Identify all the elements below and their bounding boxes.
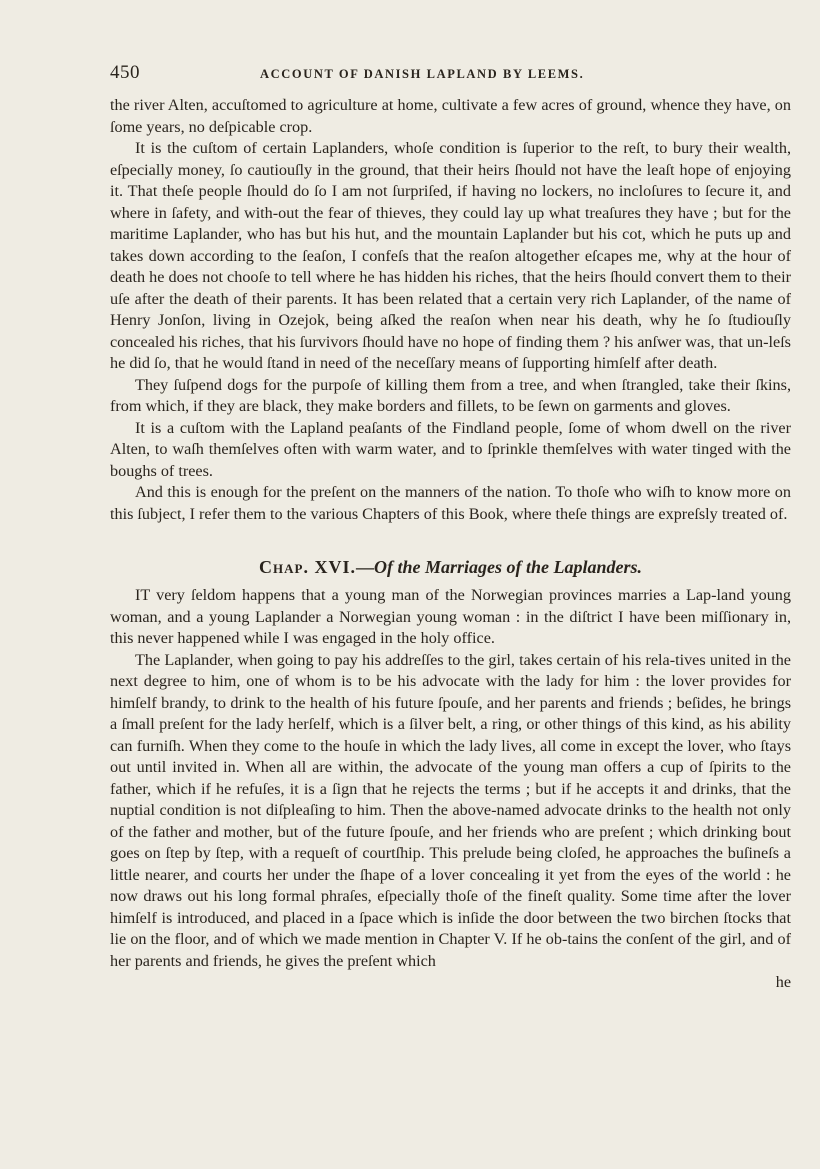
paragraph: They ſuſpend dogs for the purpoſe of killing them from a tree, and when ſtrangled, take their ſkins, from which, if they are black, they make borders and fillets, to be ſewn on garments and gloves.: [110, 375, 791, 415]
paragraph: And this is enough for the preſent on the manners of the nation. To thoſe who wiſh to know more on this ſubject, I refer them to the various Chapters of this Book, where theſe things are expreſsly treated of.: [110, 483, 791, 523]
paragraph: The Laplander, when going to pay his addreſſes to the girl, takes certain of his rela-tives united in the next degree to him, one of whom is to be his advocate with the lady for him : the lover provides for himſelf brandy, to drink to the health of his future ſpouſe, and her parents and friends ; beſides, he brings a ſmall preſent for the lady herſelf, which is a ſilver belt, a ring, or other things of this kind, as his ability can furniſh. When they come to the houſe in which the lady lives, all come in except the lover, who ſtays out until invited in. When all are within, the advocate of the young man offers a cup of ſpirits to the father, which if he refuſes, it is a ſign that he rejects the terms ; but if he accepts it and drinks, that the nuptial condition is not diſpleaſing to him. Then the above-named advocate drinks to the health not only of the father and mother, but of the future ſpouſe, and her friends who are preſent ; which drinking bout goes on ſtep by ſtep, with a requeſt of courtſhip. This prelude being cloſed, he approaches the buſineſs a little nearer, and courts her under the ſhape of a lover concealing it yet from the eyes of the world : he now draws out his long formal phraſes, eſpecially thoſe of the fineſt quality. Some time after the lover himſelf is introduced, and placed in a ſpace which is inſide the door between the two birchen ſtocks that lie on the floor, and of which we made mention in Chapter V. If he ob-tains the conſent of the girl, and of her parents and friends, he gives the preſent which: [110, 650, 791, 970]
chapter-number: Chap. XVI.: [259, 557, 356, 577]
catchword: he: [775, 973, 791, 991]
body-text: [110, 95, 791, 993]
paragraph: It is a cuſtom with the Lapland peaſants of the Findland people, ſome of whom dwell on the river Alten, to waſh themſelves often with warm water, and to ſprinkle themſelves with water tinged with the boughs of trees.: [110, 418, 791, 480]
running-title: ACCOUNT OF DANISH LAPLAND BY LEEMS.: [260, 67, 585, 81]
page-number: 450: [110, 62, 140, 83]
chapter-heading: [110, 555, 791, 579]
chapter-dash: —: [355, 557, 374, 577]
running-header: [110, 62, 705, 84]
paragraph: It is the cuſtom of certain Laplanders, whoſe condition is ſuperior to the reſt, to bury their wealth, eſpecially money, ſo cautiouſly in the ground, that their heirs ſhould not have the leaſt hope of enjoying it. That theſe people ſhould do ſo I am not ſurpriſed, if having no lockers, no incloſures to ſecure it, and where in ſafety, and with-out the fear of thieves, they could lay up what treaſures they have ; but for the maritime Laplander, who has but his hut, and the mountain Laplander but his cot, which he puts up and takes down according to the ſeaſon, I confeſs that the reaſon altogether eſcapes me, why at the hour of death he does not chooſe to tell where he has hidden his riches, that the heirs ſhould convert them to their uſe after the death of their parents. It has been related that a certain very rich Laplander, of the name of Henry Jonſon, living in Ozejok, being aſked the reaſon when near his death, why he ſo ſtudiouſly concealed his riches, that his ſurvivors ſhould have no hope of finding them ? his anſwer was, that un-leſs he did ſo, that he would ſtand in need of the neceſſary means of ſupporting himſelf after death.: [110, 139, 791, 372]
paragraph: IT very ſeldom happens that a young man of the Norwegian provinces marries a Lap-land young woman, and a young Laplander a Norwegian young woman : in the diſtrict I have been miſſionary in, this never happened while I was engaged in the holy office.: [110, 586, 791, 647]
paragraph: the river Alten, accuſtomed to agriculture at home, cultivate a few acres of ground, whence they have, on ſome years, no deſpicable crop.: [110, 96, 791, 136]
chapter-title: Of the Marriages of the Laplanders.: [373, 557, 642, 577]
